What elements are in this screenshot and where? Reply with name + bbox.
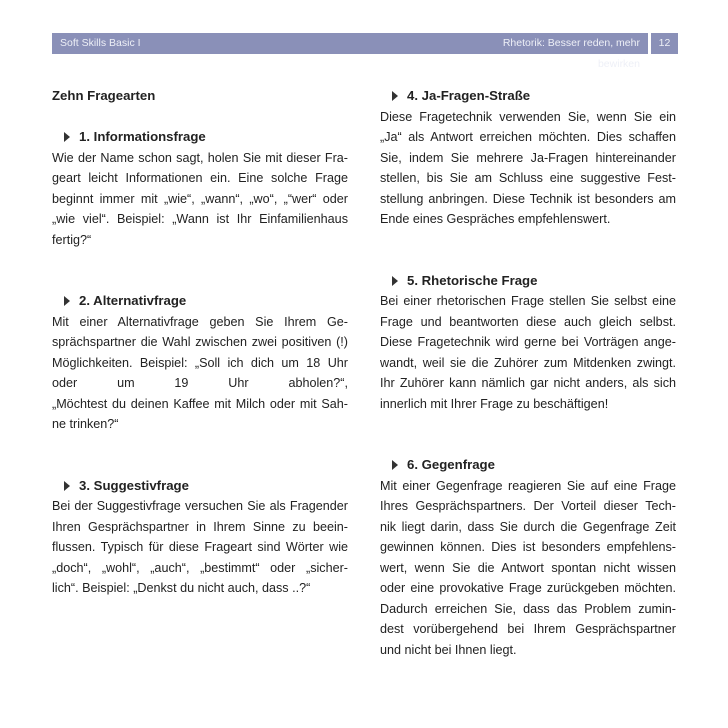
header-bar-right — [472, 33, 648, 70]
text-line: Diese Fragetechnik wird gerne bei Vorträgen ange- — [380, 335, 676, 349]
triangle-right-icon — [64, 296, 70, 306]
right-sections — [380, 86, 676, 660]
text-line: Ihr Zuhörer kann nämlich gar nicht anders, als sich — [380, 376, 676, 390]
text-line: innerlich mit Ihrer Frage zu beschäftigen! — [380, 396, 609, 411]
section-spacer — [380, 230, 676, 251]
section-spacer — [52, 435, 348, 456]
question-type-description — [380, 476, 676, 661]
page-number: 12 — [658, 37, 671, 49]
text-line: wert, wenn Sie die Antwort spontan nicht wissen — [380, 560, 676, 575]
text-line: und nicht bei Ihnen liegt. — [380, 642, 517, 657]
section-spacer — [52, 455, 348, 476]
text-line: ne trinken?“ — [52, 417, 119, 431]
text-line: beginnt immer mit „wie“, „wann“, „wo“, „“wer“ oder — [52, 191, 348, 206]
text-line: Möglichkeiten. Beispiel: „Soll ich dich um 18 Uhr — [52, 355, 348, 370]
text-line: „Ja“ als Antwort erreichen möchten. Dies schaffen — [380, 130, 676, 144]
triangle-right-icon — [392, 91, 398, 101]
text-line: flussen. Typisch für diese Frageart sind Wörter wie — [52, 540, 348, 554]
text-line: nik liegt darin, dass Sie durch die Gegenfrage Zeit — [380, 519, 676, 534]
question-type-description — [52, 312, 348, 435]
text-line: gewinnen können. Dies ist besonders empfehlens- — [380, 540, 676, 554]
question-type-title-text: 6. Gegenfrage — [407, 457, 495, 472]
section-spacer — [380, 250, 676, 271]
text-line: wandt, weil sie die Zuhörer zum Mitdenken zwingt. — [380, 355, 676, 370]
page-number-box — [651, 33, 678, 54]
question-type-title — [52, 476, 348, 497]
text-line: oder eine provokative Frage zurückgeben möchten. — [380, 581, 676, 595]
question-type-description — [52, 148, 348, 251]
text-line: Ihres Gesprächspartners. Der Vorteil dieser Tech- — [380, 499, 676, 513]
triangle-right-icon — [392, 460, 398, 470]
chapter-title: Rhetorik: Besser reden, mehr bewirken — [502, 37, 640, 70]
text-line: Ende eines Gespräches empfehlenswert. — [380, 212, 611, 226]
question-type-title — [52, 127, 348, 148]
question-type-title-text: 5. Rhetorische Frage — [407, 272, 538, 288]
text-line: „Möchtest du deinen Kaffee mit Milch oder mit Sah- — [52, 396, 348, 411]
text-line: stellen, bis Sie am Schluss eine suggestive Fest- — [380, 171, 676, 185]
document-title: Soft Skills Basic I — [60, 37, 141, 49]
text-line: „wie viel“. Beispiel: „Wann ist Ihr Einfamilienhaus — [52, 212, 348, 226]
text-line: Bei einer rhetorischen Frage stellen Sie selbst eine — [380, 294, 676, 308]
question-type-title — [380, 271, 676, 292]
question-type-description — [380, 107, 676, 230]
text-line: lich“. Beispiel: „Denkst du nicht auch, dass ..?“ — [52, 581, 311, 595]
text-line: dest vorübergehend bei Ihrem Gesprächspartner — [380, 622, 676, 636]
question-type-title — [52, 291, 348, 312]
left-sections — [52, 107, 348, 599]
question-type-title — [380, 86, 676, 107]
section-spacer — [52, 250, 348, 271]
section-spacer — [380, 414, 676, 435]
text-line: Bei der Suggestivfrage versuchen Sie als Fragender — [52, 499, 348, 513]
question-type-title-text: 2. Alternativfrage — [79, 293, 187, 308]
section-spacer — [380, 435, 676, 456]
triangle-right-icon — [64, 481, 70, 491]
question-type-description — [380, 291, 676, 414]
text-line: Mit einer Gegenfrage reagieren Sie auf eine Frage — [380, 478, 676, 493]
text-line: Dadurch erreichen Sie, dass das Problem zumin- — [380, 601, 676, 616]
text-line: geart leicht Informationen ein. Eine solche Frage — [52, 171, 348, 185]
section-spacer — [52, 271, 348, 292]
text-line: oder um 19 Uhr abholen?“, — [52, 376, 348, 390]
text-line: Diese Fragetechnik verwenden Sie, wenn Sie ein — [380, 109, 676, 124]
question-type-description — [52, 496, 348, 599]
right-column — [380, 86, 676, 660]
triangle-right-icon — [64, 132, 70, 142]
header-bar-left — [52, 33, 478, 54]
section-spacer — [52, 107, 348, 128]
text-line: „doch“, „wohl“, „auch“, „bestimmt“ oder „sicher- — [52, 560, 348, 575]
left-column — [52, 86, 348, 599]
question-type-title — [380, 455, 676, 476]
triangle-right-icon — [392, 276, 398, 286]
text-line: Mit einer Alternativfrage geben Sie Ihrem Ge- — [52, 314, 348, 329]
text-line: Wie der Name schon sagt, holen Sie mit dieser Fra- — [52, 150, 348, 165]
text-line: stellung anbringen. Diese Technik ist besonders am — [380, 191, 676, 206]
section-heading: Zehn Fragearten — [52, 88, 156, 103]
text-line: Sie, indem Sie mehrere Ja-Fragen hintereinander — [380, 150, 676, 165]
question-type-title-text: 4. Ja-Fragen-Straße — [407, 88, 531, 103]
question-type-title-text: 3. Suggestivfrage — [79, 477, 189, 493]
text-line: Frage und beantworten diese auch gleich selbst. — [380, 314, 676, 329]
text-line: fertig?“ — [52, 232, 92, 247]
text-line: sprächspartner die Wahl zwischen zwei positiven (!) — [52, 335, 348, 349]
question-type-title-text: 1. Informationsfrage — [79, 129, 206, 144]
text-line: Ihren Gesprächspartner in Ihrem Sinne zu beein- — [52, 519, 348, 534]
